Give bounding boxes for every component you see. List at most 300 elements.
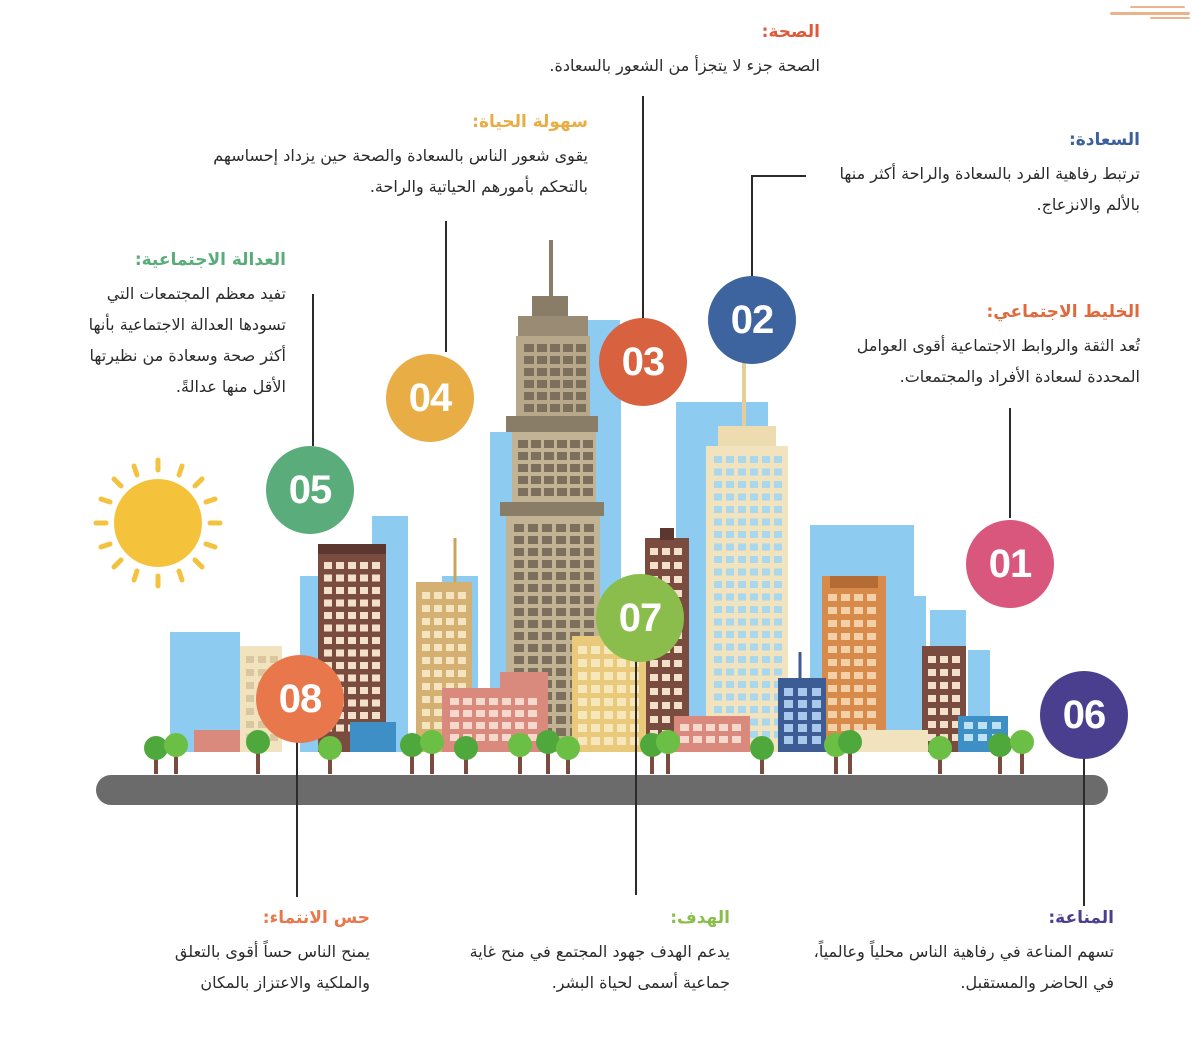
- window: [952, 682, 960, 689]
- window: [246, 669, 254, 676]
- window: [854, 633, 863, 640]
- window: [732, 736, 741, 743]
- window: [841, 620, 850, 627]
- window: [750, 556, 758, 563]
- window: [591, 737, 600, 745]
- window: [617, 724, 626, 732]
- window: [591, 672, 600, 680]
- window: [422, 592, 430, 599]
- window: [336, 725, 344, 732]
- window: [762, 556, 770, 563]
- item-happiness-title: السعادة:: [1068, 130, 1140, 150]
- item-social-title: الخليط الاجتماعي:: [986, 302, 1140, 322]
- window: [531, 464, 541, 472]
- window: [674, 646, 682, 653]
- window: [557, 464, 567, 472]
- window: [762, 569, 770, 576]
- window: [489, 710, 498, 717]
- window: [828, 685, 837, 692]
- window: [726, 606, 734, 613]
- window: [828, 646, 837, 653]
- window: [542, 548, 552, 556]
- window: [434, 605, 442, 612]
- window: [591, 724, 600, 732]
- window: [578, 685, 587, 693]
- window: [372, 700, 380, 707]
- window: [578, 672, 587, 680]
- window: [714, 681, 722, 688]
- window: [750, 519, 758, 526]
- window: [714, 481, 722, 488]
- window: [463, 698, 472, 705]
- window: [422, 605, 430, 612]
- window: [867, 724, 876, 731]
- tree-crown: [750, 736, 774, 760]
- window: [446, 592, 454, 599]
- window: [524, 344, 534, 352]
- window: [738, 506, 746, 513]
- window: [762, 456, 770, 463]
- window: [434, 696, 442, 703]
- window: [446, 670, 454, 677]
- window: [591, 685, 600, 693]
- window: [584, 524, 594, 532]
- item-goal: [440, 908, 730, 998]
- window: [550, 368, 560, 376]
- window: [617, 685, 626, 693]
- window: [650, 716, 658, 723]
- window: [372, 575, 380, 582]
- window: [798, 712, 807, 720]
- window: [556, 632, 566, 640]
- window: [738, 569, 746, 576]
- window: [576, 356, 586, 364]
- window: [714, 506, 722, 513]
- window: [446, 631, 454, 638]
- window: [528, 620, 538, 628]
- window: [738, 519, 746, 526]
- tree-crown: [454, 736, 478, 760]
- window: [556, 536, 566, 544]
- window: [762, 581, 770, 588]
- window: [528, 656, 538, 664]
- window: [570, 596, 580, 604]
- window: [542, 656, 552, 664]
- window: [550, 392, 560, 400]
- window: [964, 722, 973, 729]
- window: [584, 560, 594, 568]
- window: [798, 724, 807, 732]
- window: [940, 695, 948, 702]
- window: [854, 594, 863, 601]
- window: [502, 710, 511, 717]
- window: [348, 625, 356, 632]
- window: [750, 544, 758, 551]
- window: [348, 637, 356, 644]
- window: [336, 662, 344, 669]
- window: [524, 368, 534, 376]
- tree-crown: [246, 730, 270, 754]
- window: [714, 519, 722, 526]
- window: [726, 494, 734, 501]
- window: [422, 670, 430, 677]
- window: [774, 519, 782, 526]
- window: [662, 702, 670, 709]
- window: [828, 724, 837, 731]
- window: [514, 560, 524, 568]
- window: [867, 594, 876, 601]
- window: [518, 452, 528, 460]
- window: [524, 404, 534, 412]
- window: [726, 594, 734, 601]
- window: [867, 607, 876, 614]
- window: [854, 711, 863, 718]
- window: [591, 646, 600, 654]
- window: [246, 682, 254, 689]
- window: [964, 734, 973, 741]
- window: [714, 544, 722, 551]
- window: [422, 709, 430, 716]
- window: [360, 575, 368, 582]
- window: [650, 674, 658, 681]
- window: [828, 672, 837, 679]
- window: [556, 584, 566, 592]
- window: [336, 637, 344, 644]
- window: [537, 368, 547, 376]
- building-orange: [822, 576, 886, 752]
- window: [542, 620, 552, 628]
- window: [662, 716, 670, 723]
- window: [570, 572, 580, 580]
- window: [544, 440, 554, 448]
- window: [348, 575, 356, 582]
- window: [556, 572, 566, 580]
- window: [841, 594, 850, 601]
- window: [726, 644, 734, 651]
- window: [828, 711, 837, 718]
- window: [774, 456, 782, 463]
- window: [774, 594, 782, 601]
- window: [489, 698, 498, 705]
- badge-06: 06: [1040, 671, 1128, 759]
- building-blue-left: [350, 722, 396, 752]
- window: [841, 633, 850, 640]
- window: [372, 662, 380, 669]
- window: [324, 612, 332, 619]
- item-health-body: الصحة جزء لا يتجزأ من الشعور بالسعادة.: [549, 56, 820, 75]
- window: [246, 721, 254, 728]
- window: [662, 548, 670, 555]
- window: [762, 531, 770, 538]
- window: [750, 706, 758, 713]
- window: [714, 619, 722, 626]
- window: [604, 737, 613, 745]
- window: [336, 587, 344, 594]
- window: [750, 469, 758, 476]
- window: [556, 596, 566, 604]
- window: [784, 736, 793, 744]
- window: [693, 736, 702, 743]
- window: [774, 669, 782, 676]
- item-goal-body: يدعم الهدف جهود المجتمع في منح غاية جماعية أسمى لحياة البشر.: [469, 942, 730, 992]
- window: [556, 548, 566, 556]
- window: [348, 600, 356, 607]
- window: [576, 380, 586, 388]
- window: [854, 646, 863, 653]
- tree-trunk: [546, 752, 550, 774]
- window: [544, 464, 554, 472]
- window: [750, 694, 758, 701]
- window: [458, 657, 466, 664]
- window: [246, 695, 254, 702]
- window: [514, 608, 524, 616]
- tree-trunk: [848, 752, 852, 774]
- window: [762, 631, 770, 638]
- window: [591, 659, 600, 667]
- window: [674, 702, 682, 709]
- window: [360, 700, 368, 707]
- window: [556, 668, 566, 676]
- window: [458, 631, 466, 638]
- window: [867, 672, 876, 679]
- item-justice-title: العدالة الاجتماعية:: [134, 250, 286, 270]
- tree-crown: [838, 730, 862, 754]
- window: [738, 619, 746, 626]
- window: [537, 344, 547, 352]
- window: [841, 607, 850, 614]
- window: [514, 632, 524, 640]
- window: [518, 464, 528, 472]
- window: [762, 619, 770, 626]
- window: [557, 488, 567, 496]
- window: [544, 452, 554, 460]
- window: [324, 625, 332, 632]
- window: [630, 711, 639, 719]
- window: [650, 702, 658, 709]
- window: [738, 531, 746, 538]
- window: [978, 722, 987, 729]
- window: [576, 368, 586, 376]
- window: [531, 476, 541, 484]
- window: [524, 380, 534, 388]
- window: [726, 656, 734, 663]
- window: [556, 524, 566, 532]
- window: [584, 548, 594, 556]
- window: [542, 596, 552, 604]
- window: [726, 506, 734, 513]
- window: [514, 572, 524, 580]
- window: [476, 698, 485, 705]
- window: [360, 625, 368, 632]
- window: [458, 618, 466, 625]
- window: [738, 606, 746, 613]
- window: [537, 356, 547, 364]
- window: [583, 452, 593, 460]
- window: [372, 675, 380, 682]
- badge-02: 02: [708, 276, 796, 364]
- window: [528, 698, 537, 705]
- window: [928, 669, 936, 676]
- window: [528, 560, 538, 568]
- window: [650, 548, 658, 555]
- window: [434, 592, 442, 599]
- item-belonging-title: حس الانتماء:: [262, 908, 370, 928]
- window: [458, 670, 466, 677]
- window: [706, 736, 715, 743]
- window: [738, 681, 746, 688]
- window: [570, 548, 580, 556]
- window: [841, 685, 850, 692]
- window: [774, 469, 782, 476]
- window: [502, 722, 511, 729]
- window: [714, 556, 722, 563]
- item-immunity-title: المناعة:: [1048, 908, 1114, 928]
- window: [434, 644, 442, 651]
- window: [952, 656, 960, 663]
- window: [798, 736, 807, 744]
- window: [604, 698, 613, 706]
- window: [774, 481, 782, 488]
- window: [738, 469, 746, 476]
- window: [940, 721, 948, 728]
- window: [617, 672, 626, 680]
- badge-05: 05: [266, 446, 354, 534]
- window: [630, 685, 639, 693]
- window: [324, 637, 332, 644]
- window: [446, 618, 454, 625]
- window: [774, 619, 782, 626]
- window: [476, 722, 485, 729]
- window: [674, 674, 682, 681]
- window: [867, 698, 876, 705]
- window: [518, 440, 528, 448]
- window: [604, 672, 613, 680]
- window: [422, 618, 430, 625]
- window: [714, 644, 722, 651]
- window: [578, 737, 587, 745]
- window: [372, 562, 380, 569]
- window: [434, 657, 442, 664]
- window: [372, 612, 380, 619]
- window: [867, 685, 876, 692]
- window: [774, 506, 782, 513]
- window: [458, 592, 466, 599]
- window: [583, 440, 593, 448]
- window: [246, 656, 254, 663]
- tree-trunk: [666, 752, 670, 774]
- window: [434, 709, 442, 716]
- window: [434, 618, 442, 625]
- window: [854, 620, 863, 627]
- window: [738, 656, 746, 663]
- window: [528, 536, 538, 544]
- window: [360, 675, 368, 682]
- window: [515, 698, 524, 705]
- tree-crown: [656, 730, 680, 754]
- window: [434, 631, 442, 638]
- window: [774, 631, 782, 638]
- window: [650, 660, 658, 667]
- window: [556, 716, 566, 724]
- window: [714, 581, 722, 588]
- window: [774, 569, 782, 576]
- window: [372, 687, 380, 694]
- window: [854, 685, 863, 692]
- window: [450, 698, 459, 705]
- window: [372, 637, 380, 644]
- window: [372, 650, 380, 657]
- window: [726, 469, 734, 476]
- badge-01: 01: [966, 520, 1054, 608]
- window: [774, 544, 782, 551]
- window: [738, 481, 746, 488]
- window: [584, 608, 594, 616]
- tree-trunk: [256, 752, 260, 774]
- window: [528, 572, 538, 580]
- window: [630, 698, 639, 706]
- window: [774, 531, 782, 538]
- window: [604, 711, 613, 719]
- window: [458, 605, 466, 612]
- item-happiness: [812, 130, 1140, 220]
- item-ease: [212, 112, 588, 202]
- window: [258, 656, 266, 663]
- window: [774, 606, 782, 613]
- window: [940, 669, 948, 676]
- window: [812, 724, 821, 732]
- window: [591, 711, 600, 719]
- window: [738, 669, 746, 676]
- window: [324, 600, 332, 607]
- window: [550, 380, 560, 388]
- window: [531, 488, 541, 496]
- window: [726, 569, 734, 576]
- window: [324, 575, 332, 582]
- window: [738, 544, 746, 551]
- window: [556, 656, 566, 664]
- window: [680, 724, 689, 731]
- badge-03: 03: [599, 318, 687, 406]
- window: [762, 694, 770, 701]
- window: [774, 656, 782, 663]
- window: [762, 506, 770, 513]
- window: [336, 600, 344, 607]
- tree-crown: [508, 733, 532, 757]
- window: [324, 562, 332, 569]
- window: [542, 572, 552, 580]
- window: [726, 581, 734, 588]
- window: [719, 736, 728, 743]
- window: [841, 659, 850, 666]
- window: [584, 620, 594, 628]
- window: [476, 734, 485, 741]
- window: [750, 531, 758, 538]
- window: [662, 562, 670, 569]
- window: [514, 584, 524, 592]
- window: [762, 469, 770, 476]
- window: [617, 698, 626, 706]
- window: [674, 548, 682, 555]
- window: [867, 711, 876, 718]
- window: [714, 606, 722, 613]
- window: [531, 440, 541, 448]
- window: [841, 646, 850, 653]
- window: [324, 587, 332, 594]
- window: [714, 456, 722, 463]
- badge-04: 04: [386, 354, 474, 442]
- window: [458, 644, 466, 651]
- window: [680, 736, 689, 743]
